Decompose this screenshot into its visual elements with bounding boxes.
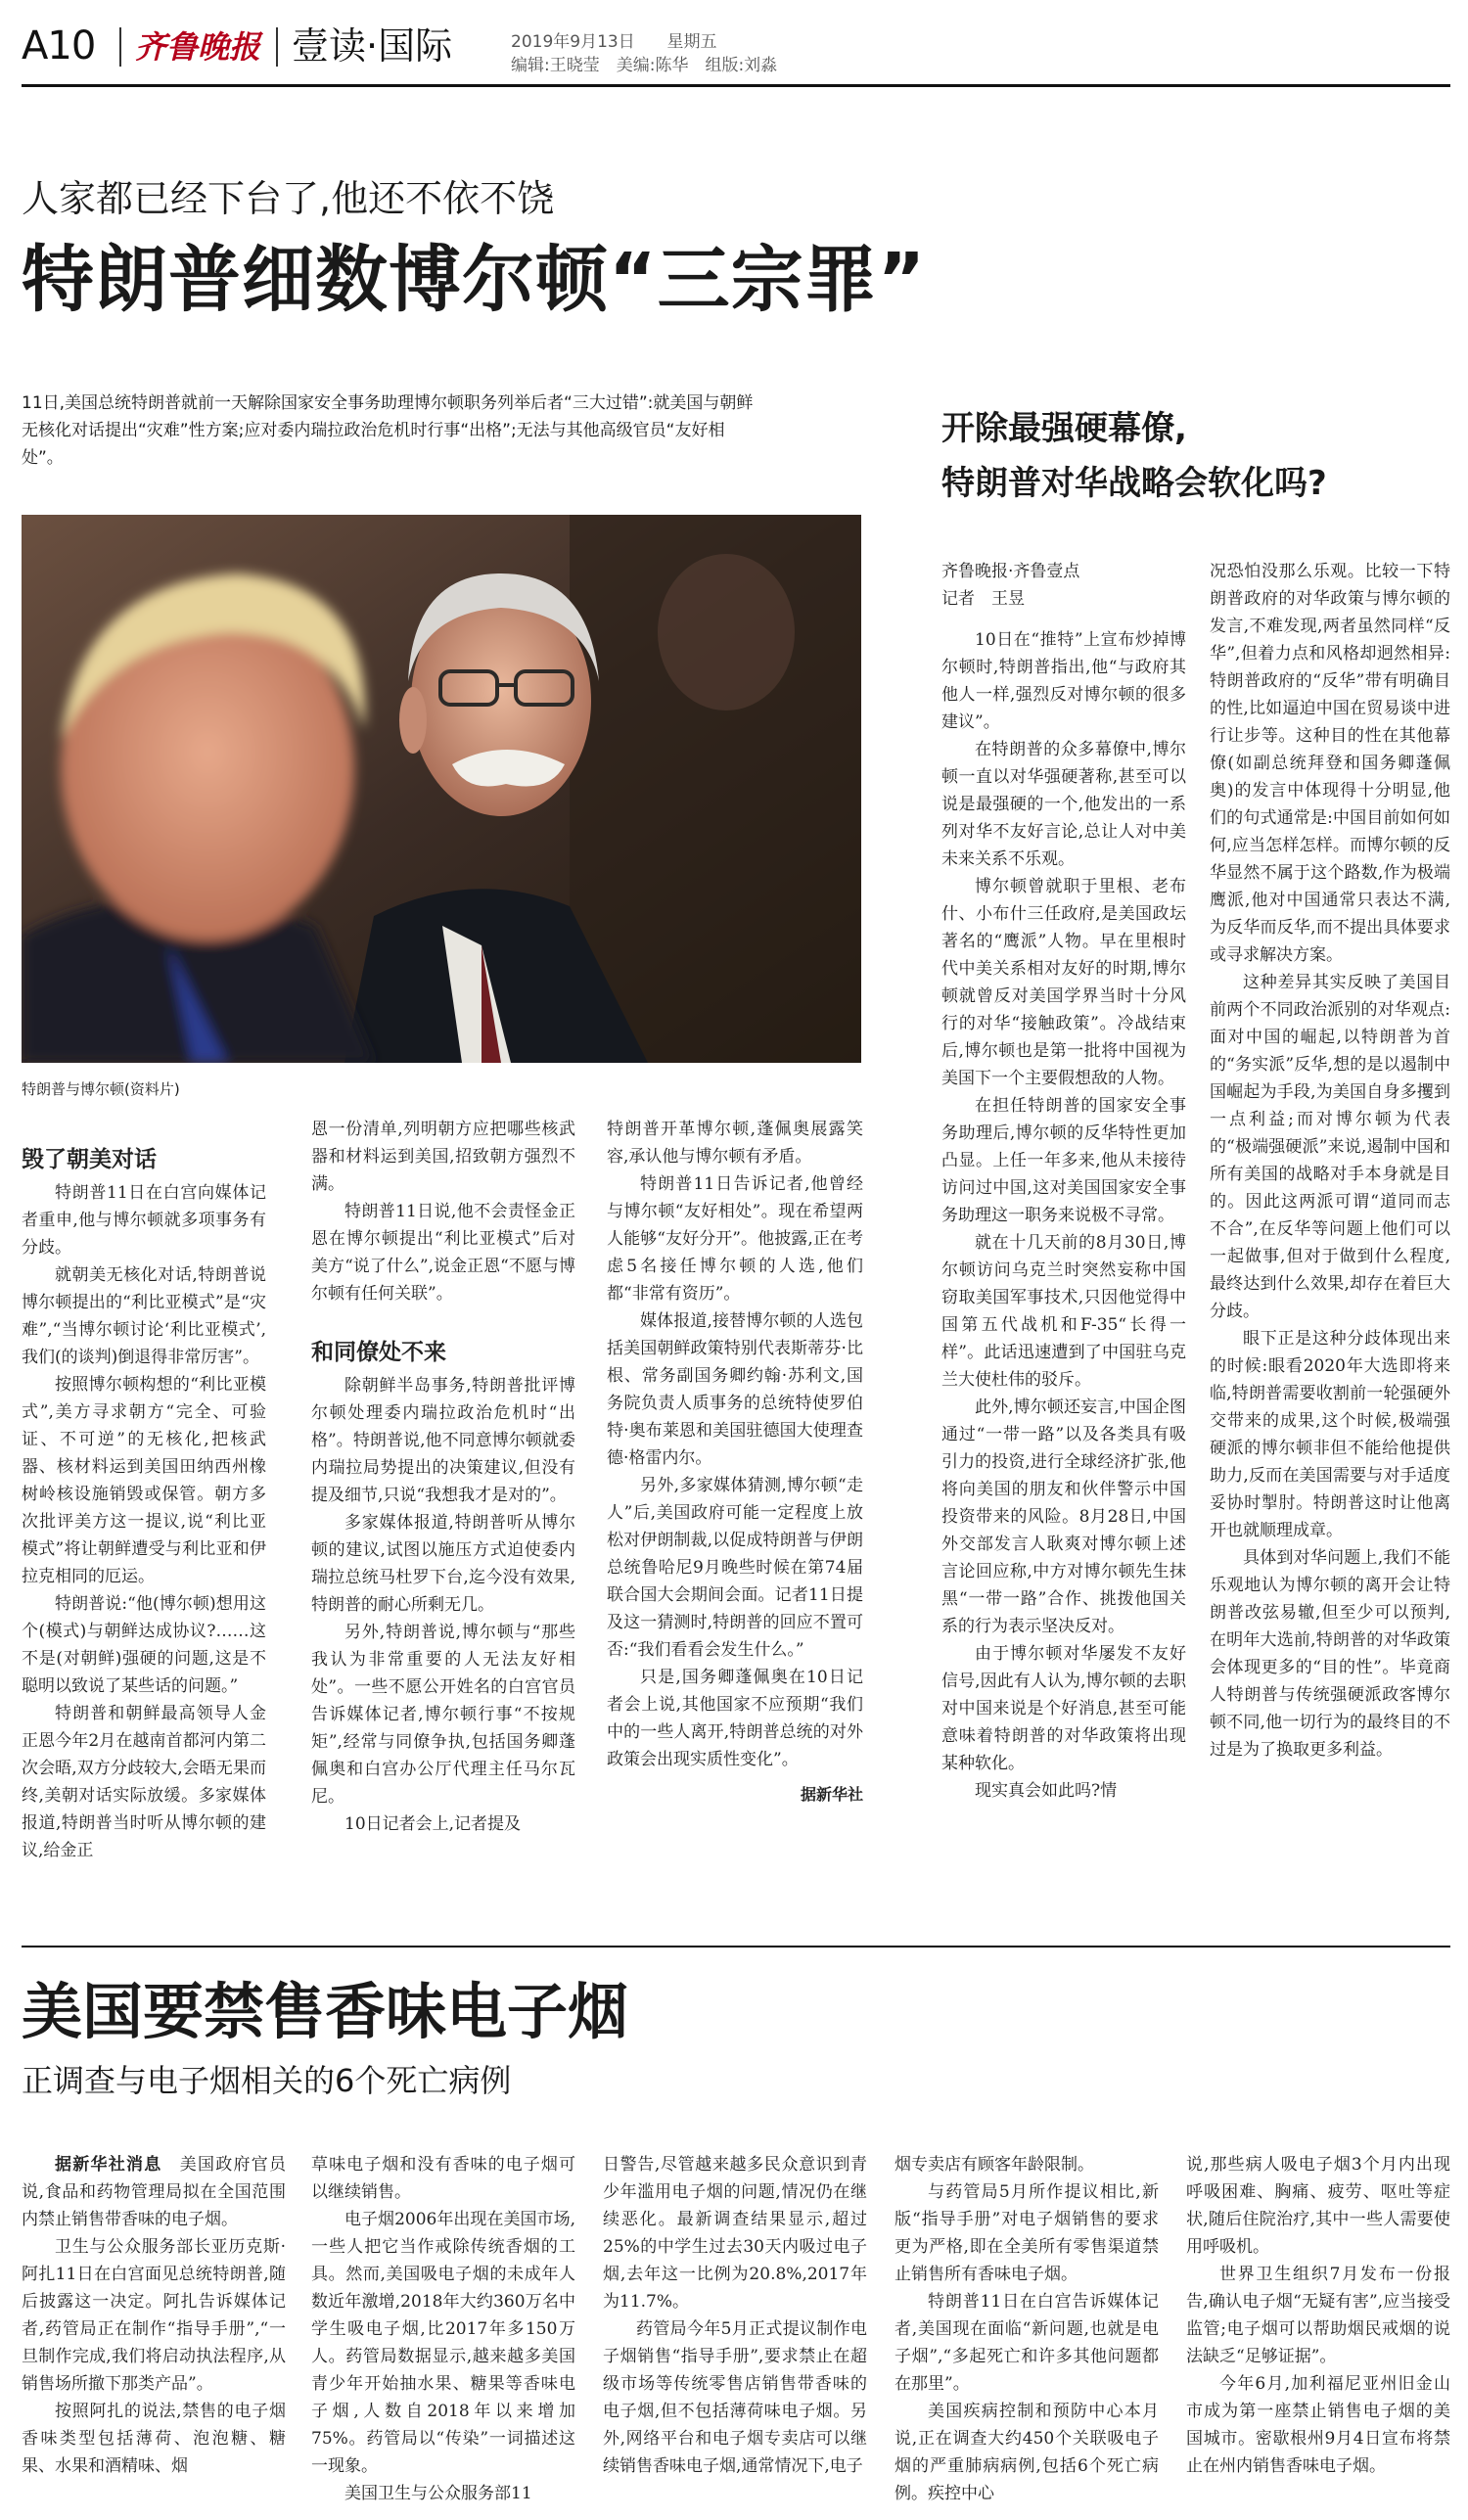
second-col2-paragraphs xyxy=(311,2151,575,2507)
paragraph: 就朝美无核化对话,特朗普说博尔顿提出的“利比亚模式”是“灾难”,“当博尔顿讨论‘利比亚模式’,我们(的谈判)倒退得非常厉害”。 xyxy=(22,1265,266,1367)
paragraph: 特朗普11日说,他不会责怪金正恩在博尔顿提出“利比亚模式”后对美方“说了什么”,说金正恩“不愿与博尔顿有任何关联”。 xyxy=(311,1202,575,1304)
paragraph: 世界卫生组织7月发布一份报告,确认电子烟“无疑有害”,应当接受监管;电子烟可以帮助烟民戒烟的说法缺乏“足够证据”。 xyxy=(1186,2265,1450,2366)
second-headline: 美国要禁售香味电子烟 xyxy=(22,1976,629,2047)
paragraph: 电子烟2006年出现在美国市场,一些人把它当作戒除传统香烟的工具。然而,美国吸电子烟的未成年人数近年激增,2018年大约360万名中学生吸电子烟,比2017年多150万人。药管局数据显示,越来越多美国青少年开始抽水果、糖果等香味电子烟,人数自2018年以来增加75%。药管局以“传染”一词描述这一现象。 xyxy=(311,2210,575,2476)
paragraph: 多家媒体报道,特朗普听从博尔顿的建议,试图以施压方式迫使委内瑞拉总统马杜罗下台,迄今没有效果,特朗普的耐心所剩无几。 xyxy=(311,1513,575,1615)
second-column-2 xyxy=(311,2151,575,2507)
side-col-b-paragraphs xyxy=(1210,558,1450,1764)
lead-col3-paragraphs xyxy=(607,1116,863,1773)
paragraph: 特朗普说:“他(博尔顿)想用这个(模式)与朝鲜达成协议?……这不是(对朝鲜)强硬的问题,这是不聪明以致说了某些话的问题。” xyxy=(22,1594,266,1696)
paragraph: 10日在“推特”上宣布炒掉博尔顿时,特朗普指出,他“与政府其他人一样,强烈反对博尔顿的很多建议”。 xyxy=(941,630,1186,732)
side-byline-1: 齐鲁晚报·齐鲁壹点 xyxy=(941,562,1080,581)
paragraph: 卫生与公众服务部长亚历克斯·阿扎11日在白宫面见总统特朗普,随后披露这一决定。阿扎告诉媒体记者,药管局正在制作“指导手册”,“一旦制作完成,我们将启动执法程序,从销售场所撤下那类产品”。 xyxy=(22,2237,286,2394)
paragraph: 现实真会如此吗?情 xyxy=(975,1781,1118,1801)
paragraph: 草味电子烟和没有香味的电子烟可以继续销售。 xyxy=(311,2155,575,2202)
side-column-a xyxy=(941,558,1186,1805)
date: 2019年9月13日 xyxy=(511,32,635,52)
lead-column-1 xyxy=(22,1140,266,1864)
lead-headline: 特朗普细数博尔顿“三宗罪” xyxy=(22,238,927,322)
lead-credit: 据新华社 xyxy=(800,1785,863,1804)
second-col3-paragraphs xyxy=(603,2151,867,2480)
lead-col2a-paragraphs xyxy=(311,1116,575,1307)
paragraph: 在担任特朗普的国家安全事务助理后,博尔顿的反华特性更加凸显。上任一年多来,他从未接待访问过中国,这对美国国家安全事务助理这一职务来说极不寻常。 xyxy=(941,1096,1186,1225)
lead-column-2 xyxy=(311,1116,575,1838)
paragraph: 10日记者会上,记者提及 xyxy=(344,1814,522,1834)
paragraph: 具体到对华问题上,我们不能乐观地认为博尔顿的离开会让特朗普改弦易辙,但至少可以预判,在明年大选前,特朗普的对华政策会体现更多的“目的性”。毕竟商人特朗普与传统强硬派政客博尔顿不同,他一切行为的最终目的不过是为了换取更多利益。 xyxy=(1210,1548,1450,1760)
second-col4-paragraphs xyxy=(895,2151,1159,2507)
masthead-divider xyxy=(119,27,121,67)
second-column-1 xyxy=(22,2151,286,2480)
side-byline-2: 记者 王昱 xyxy=(941,589,1025,609)
paragraph: 特朗普11日告诉记者,他曾经与博尔顿“友好相处”。现在希望两人能够“友好分开”。他披露,正在考虑5名接任博尔顿的人选,他们都“非常有资历”。 xyxy=(607,1174,863,1304)
paragraph: 除朝鲜半岛事务,特朗普批评博尔顿处理委内瑞拉政治危机时“出格”。特朗普说,他不同意博尔顿就委内瑞拉局势提出的决策建议,但没有提及细节,只说“我想我才是对的”。 xyxy=(311,1376,575,1505)
editors-line: 编辑:王晓莹 美编:陈华 组版:刘淼 xyxy=(511,56,778,75)
paragraph: 美国卫生与公众服务部11 xyxy=(344,2484,532,2503)
side-col-a-paragraphs xyxy=(941,626,1186,1805)
paragraph: 恩一份清单,列明朝方应把哪些核武器和材料运到美国,招致朝方强烈不满。 xyxy=(311,1120,575,1194)
paragraph: 药管局今年5月正式提议制作电子烟销售“指导手册”,要求禁止在超级市场等传统零售店销售带香味的电子烟,但不包括薄荷味电子烟。另外,网络平台和电子烟专卖店可以继续销售香味电子烟,通常情况下,电子 xyxy=(603,2319,867,2476)
dateline: 据新华社消息 xyxy=(55,2155,180,2175)
paragraph: 由于博尔顿对华屡发不友好信号,因此有人认为,博尔顿的去职对中国来说是个好消息,甚至可能意味着特朗普的对华政策将出现某种软化。 xyxy=(941,1644,1186,1773)
masthead xyxy=(22,22,1450,76)
lead-kicker: 人家都已经下台了,他还不依不饶 xyxy=(22,177,555,220)
paragraph: 这种差异其实反映了美国目前两个不同政治派别的对华观点:面对中国的崛起,以特朗普为首的“务实派”反华,想的是以遏制中国崛起为手段,为美国自身多攫到一点利益;而对博尔顿为代表的“极端强硬派”来说,遏制中国和所有美国的战略对手本身就是目的。因此这两派可谓“道同而志不合”,在反华等问题上他们可以一起做事,但对于做到什么程度,最终达到什么效果,却存在着巨大分歧。 xyxy=(1210,973,1450,1321)
second-column-4 xyxy=(895,2151,1159,2507)
subhead-2: 和同僚处不来 xyxy=(311,1340,446,1365)
paragraph: 就在十几天前的8月30日,博尔顿访问乌克兰时突然妄称中国窃取美国军事技术,只因他觉得中国第五代战机和F-35“长得一样”。此话迅速遭到了中国驻乌克兰大使杜伟的驳斥。 xyxy=(941,1233,1186,1390)
lead-col2b-paragraphs xyxy=(311,1372,575,1838)
second-col5-paragraphs xyxy=(1186,2151,1450,2480)
lead-dek: 11日,美国总统特朗普就前一天解除国家安全事务助理博尔顿职务列举后者“三大过错”:就美国与朝鲜无核化对话提出“灾难”性方案;应对委内瑞拉政治危机时行事“出格”;无法与其他高级官员“友好相处”。 xyxy=(22,393,754,468)
lead-column-3 xyxy=(607,1116,863,1809)
section-title: 壹读·国际 xyxy=(292,24,453,68)
subhead-1: 毁了朝美对话 xyxy=(22,1147,157,1172)
header-rule xyxy=(22,84,1450,87)
paragraph: 博尔顿曾就职于里根、老布什、小布什三任政府,是美国政坛著名的“鹰派”人物。早在里根时代中美关系相对友好的时期,博尔顿就曾反对美国学界当时十分风行的对华“接触政策”。冷战结束后,博尔顿也是第一批将中国视为美国下一个主要假想敌的人物。 xyxy=(941,877,1186,1088)
paragraph: 特朗普开革博尔顿,蓬佩奥展露笑容,承认他与博尔顿有矛盾。 xyxy=(607,1120,863,1167)
second-col1-paragraphs xyxy=(22,2151,286,2480)
side-headline-line1: 开除最强硬幕僚, xyxy=(941,409,1187,448)
weekday: 星期五 xyxy=(666,32,717,52)
photo-illustration xyxy=(22,515,861,1063)
paragraph: 特朗普和朝鲜最高领导人金正恩今年2月在越南首都河内第二次会晤,双方分歧较大,会晤无果而终,美朝对话实际放缓。多家媒体报道,特朗普当时听从博尔顿的建议,给金正 xyxy=(22,1704,266,1860)
paragraph: 另外,多家媒体猜测,博尔顿“走人”后,美国政府可能一定程度上放松对伊朗制裁,以促成特朗普与伊朗总统鲁哈尼9月晚些时候在第74届联合国大会期间会面。记者11日提及这一猜测时,特朗普的回应不置可否:“我们看看会发生什么。” xyxy=(607,1476,863,1660)
second-column-5 xyxy=(1186,2151,1450,2480)
photo-caption: 特朗普与博尔顿(资料片) xyxy=(22,1080,180,1098)
paragraph: 特朗普11日在白宫向媒体记者重申,他与博尔顿就多项事务有分歧。 xyxy=(22,1183,266,1258)
background-person xyxy=(658,554,795,710)
paragraph: 美国疾病控制和预防中心本月说,正在调查大约450个关联吸电子烟的严重肺病病例,包括6个死亡病例。疾控中心 xyxy=(895,2402,1159,2503)
paragraph: 说,那些病人吸电子烟3个月内出现呼吸困难、胸痛、疲劳、呕吐等症状,随后住院治疗,其中一些人需要使用呼吸机。 xyxy=(1186,2155,1450,2257)
paragraph: 此外,博尔顿还妄言,中国企图通过“一带一路”以及各类具有吸引力的投资,进行全球经济扩张,他将向美国的朋友和伙伴警示中国投资带来的风险。8月28日,中国外交部发言人耿爽对博尔顿上述言论回应称,中方对博尔顿先生抹黑“一带一路”合作、挑拨他国关系的行为表示坚决反对。 xyxy=(941,1397,1186,1636)
paragraph: 与药管局5月所作提议相比,新版“指导手册”对电子烟销售的要求更为严格,即在全美所有零售渠道禁止销售所有香味电子烟。 xyxy=(895,2182,1159,2284)
paragraph: 媒体报道,接替博尔顿的人选包括美国朝鲜政策特别代表斯蒂芬·比根、常务副国务卿约翰·苏利文,国务院负责人质事务的总统特使罗伯特·奥布莱恩和美国驻德国大使理查德·格雷内尔。 xyxy=(607,1311,863,1468)
second-subhead: 正调查与电子烟相关的6个死亡病例 xyxy=(22,2062,512,2099)
paper-name: 齐鲁晚报 xyxy=(135,28,261,66)
paragraph: 只是,国务卿蓬佩奥在10日记者会上说,其他国家不应预期“我们中的一些人离开,特朗普总统的对外政策会出现实质性变化”。 xyxy=(607,1668,863,1769)
side-headline-line2: 特朗普对华战略会软化吗? xyxy=(941,464,1327,503)
paragraph: 另外,特朗普说,博尔顿与“那些我认为非常重要的人无法友好相处”。一些不愿公开姓名的白宫官员告诉媒体记者,博尔顿行事“不按规矩”,经常与同僚争执,包括国务卿蓬佩奥和白宫办公厅代理主任马尔瓦尼。 xyxy=(311,1623,575,1807)
paragraph: 况恐怕没那么乐观。比较一下特朗普政府的对华政策与博尔顿的发言,不难发现,两者虽然同样“反华”,但着力点和风格却迥然相异:特朗普政府的“反华”带有明确目的性,比如逼迫中国在贸易谈中进行让步等。这种目的性在其他幕僚(如副总统拜登和国务卿蓬佩奥)的发言中体现得十分明显,他们的句式通常是:中国目前如何如何,应当怎样怎样。而博尔顿的反华显然不属于这个路数,作为极端鹰派,他对中国通常只表达不满,为反华而反华,而不提出具体要求或寻求解决方案。 xyxy=(1210,562,1450,965)
paragraph: 特朗普11日在白宫告诉媒体记者,美国现在面临“新问题,也就是电子烟”,“多起死亡和许多其他问题都在那里”。 xyxy=(895,2292,1159,2394)
paragraph: 按照阿扎的说法,禁售的电子烟香味类型包括薄荷、泡泡糖、糖果、水果和酒精味、烟 xyxy=(22,2402,286,2476)
issue-date xyxy=(511,27,717,52)
side-column-b xyxy=(1210,558,1450,1764)
paragraph: 今年6月,加利福尼亚州旧金山市成为第一座禁止销售电子烟的美国城市。密歇根州9月4日宣布将禁止在州内销售香味电子烟。 xyxy=(1186,2374,1450,2476)
story-divider xyxy=(22,1946,1450,1947)
paragraph: 在特朗普的众多幕僚中,博尔顿一直以对华强硬著称,甚至可以说是最强硬的一个,他发出的一系列对华不友好言论,总让人对中美未来关系不乐观。 xyxy=(941,740,1186,869)
paragraph: 据新华社消息 美国政府官员说,食品和药物管理局拟在全国范围内禁止销售带香味的电子烟。 xyxy=(22,2155,286,2229)
lead-col1-paragraphs xyxy=(22,1179,266,1864)
side-headline xyxy=(941,401,1450,511)
second-column-3 xyxy=(603,2151,867,2480)
page-number: A10 xyxy=(22,23,96,69)
masthead-divider xyxy=(276,27,278,67)
paragraph: 按照博尔顿构想的“利比亚模式”,美方寻求朝方“完全、可验证、不可逆”的无核化,把核武器、核材料运到美国田纳西州橡树岭核设施销毁或保管。朝方多次批评美方这一提议,说“利比亚模式”将让朝鲜遭受与利比亚和伊拉克相同的厄运。 xyxy=(22,1375,266,1586)
paragraph: 眼下正是这种分歧体现出来的时候:眼看2020年大选即将来临,特朗普需要收割前一轮强硬外交带来的成果,这个时候,极端强硬派的博尔顿非但不能给他提供助力,反而在美国需要与对手适度妥协时掣肘。特朗普这时让他离开也就顺理成章。 xyxy=(1210,1329,1450,1540)
paragraph: 日警告,尽管越来越多民众意识到青少年滥用电子烟的问题,情况仍在继续恶化。最新调查结果显示,超过25%的中学生过去30天内吸过电子烟,去年这一比例为20.8%,2017年为11.7%。 xyxy=(603,2155,867,2312)
lead-photo xyxy=(22,515,861,1063)
paragraph: 烟专卖店有顾客年龄限制。 xyxy=(895,2155,1094,2175)
